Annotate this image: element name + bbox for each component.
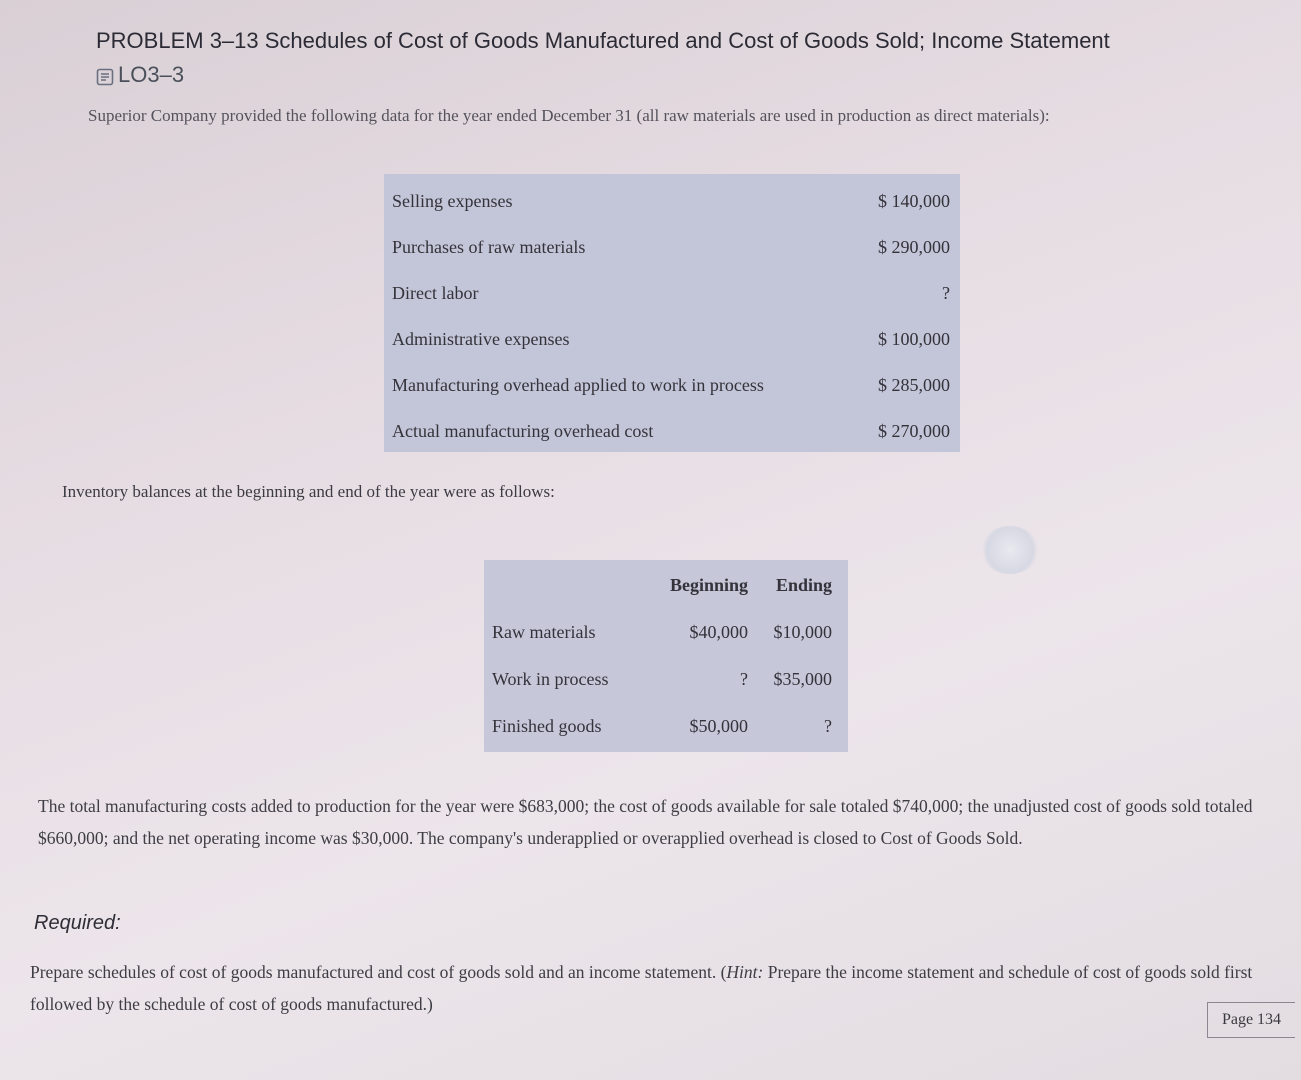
learning-objective bbox=[96, 62, 184, 88]
required-text-end: Prepare the income statement and schedule of cost of goods sold first followed by the schedule of cost of goods manufactured.) bbox=[30, 962, 1253, 1014]
learning-objective-label: LO3–3 bbox=[118, 62, 185, 87]
book-icon bbox=[96, 66, 114, 84]
beginning-value: $50,000 bbox=[689, 716, 748, 736]
row-value: $ 140,000 bbox=[878, 190, 950, 211]
row-label: Direct labor bbox=[392, 282, 479, 303]
row-value: $ 290,000 bbox=[878, 236, 950, 257]
beginning-value: ? bbox=[740, 669, 748, 689]
table-row bbox=[384, 178, 960, 224]
table-row bbox=[384, 316, 960, 362]
table-header-row bbox=[484, 562, 848, 609]
row-label: Work in process bbox=[492, 669, 609, 689]
table-row bbox=[484, 703, 848, 750]
problem-paragraph: The total manufacturing costs added to production for the year were $683,000; the cost of goods available for sale totaled $740,000; the unadjusted cost of goods sold totaled $660,000; and the net operating income was $30,000. The company's underapplied or overapplied overhead is closed to Cost of Goods Sold. bbox=[38, 796, 1253, 848]
required-text bbox=[30, 956, 1280, 1020]
data-table bbox=[384, 174, 960, 452]
ending-value: ? bbox=[824, 716, 832, 736]
row-value: $ 270,000 bbox=[878, 420, 950, 441]
problem-title: PROBLEM 3–13 Schedules of Cost of Goods Manufactured and Cost of Goods Sold; Income Statement bbox=[96, 28, 1110, 53]
row-label: Administrative expenses bbox=[392, 328, 570, 349]
row-label: Selling expenses bbox=[392, 190, 513, 211]
intro-text: Superior Company provided the following data for the year ended December 31 (all raw materials are used in production as direct materials): bbox=[88, 106, 1050, 125]
required-heading: Required: bbox=[34, 912, 121, 934]
header-ending: Ending bbox=[775, 575, 832, 595]
inventory-intro: Inventory balances at the beginning and end of the year were as follows: bbox=[62, 482, 555, 501]
inventory-table bbox=[484, 560, 848, 752]
row-value: $ 285,000 bbox=[878, 374, 950, 395]
table-row bbox=[384, 224, 960, 270]
required-text-start: Prepare schedules of cost of goods manufactured and cost of goods sold and an income statement. ( bbox=[30, 962, 727, 982]
glare-mark bbox=[980, 526, 1040, 574]
header-beginning: Beginning bbox=[669, 575, 748, 595]
row-label: Manufacturing overhead applied to work in process bbox=[392, 374, 764, 395]
page-number: Page 134 bbox=[1207, 1002, 1295, 1038]
beginning-value: $40,000 bbox=[689, 622, 748, 642]
row-label: Purchases of raw materials bbox=[392, 236, 586, 257]
row-value: $ 100,000 bbox=[878, 328, 950, 349]
table-row bbox=[384, 362, 960, 408]
table-row bbox=[484, 656, 848, 703]
table-row bbox=[384, 270, 960, 316]
row-value: ? bbox=[942, 282, 950, 303]
hint-label: Hint: bbox=[726, 962, 764, 982]
row-label: Actual manufacturing overhead cost bbox=[392, 420, 654, 441]
ending-value: $10,000 bbox=[773, 622, 832, 642]
table-row bbox=[384, 408, 960, 454]
row-label: Raw materials bbox=[492, 622, 596, 642]
table-row bbox=[484, 609, 848, 656]
row-label: Finished goods bbox=[492, 716, 602, 736]
ending-value: $35,000 bbox=[773, 669, 832, 689]
